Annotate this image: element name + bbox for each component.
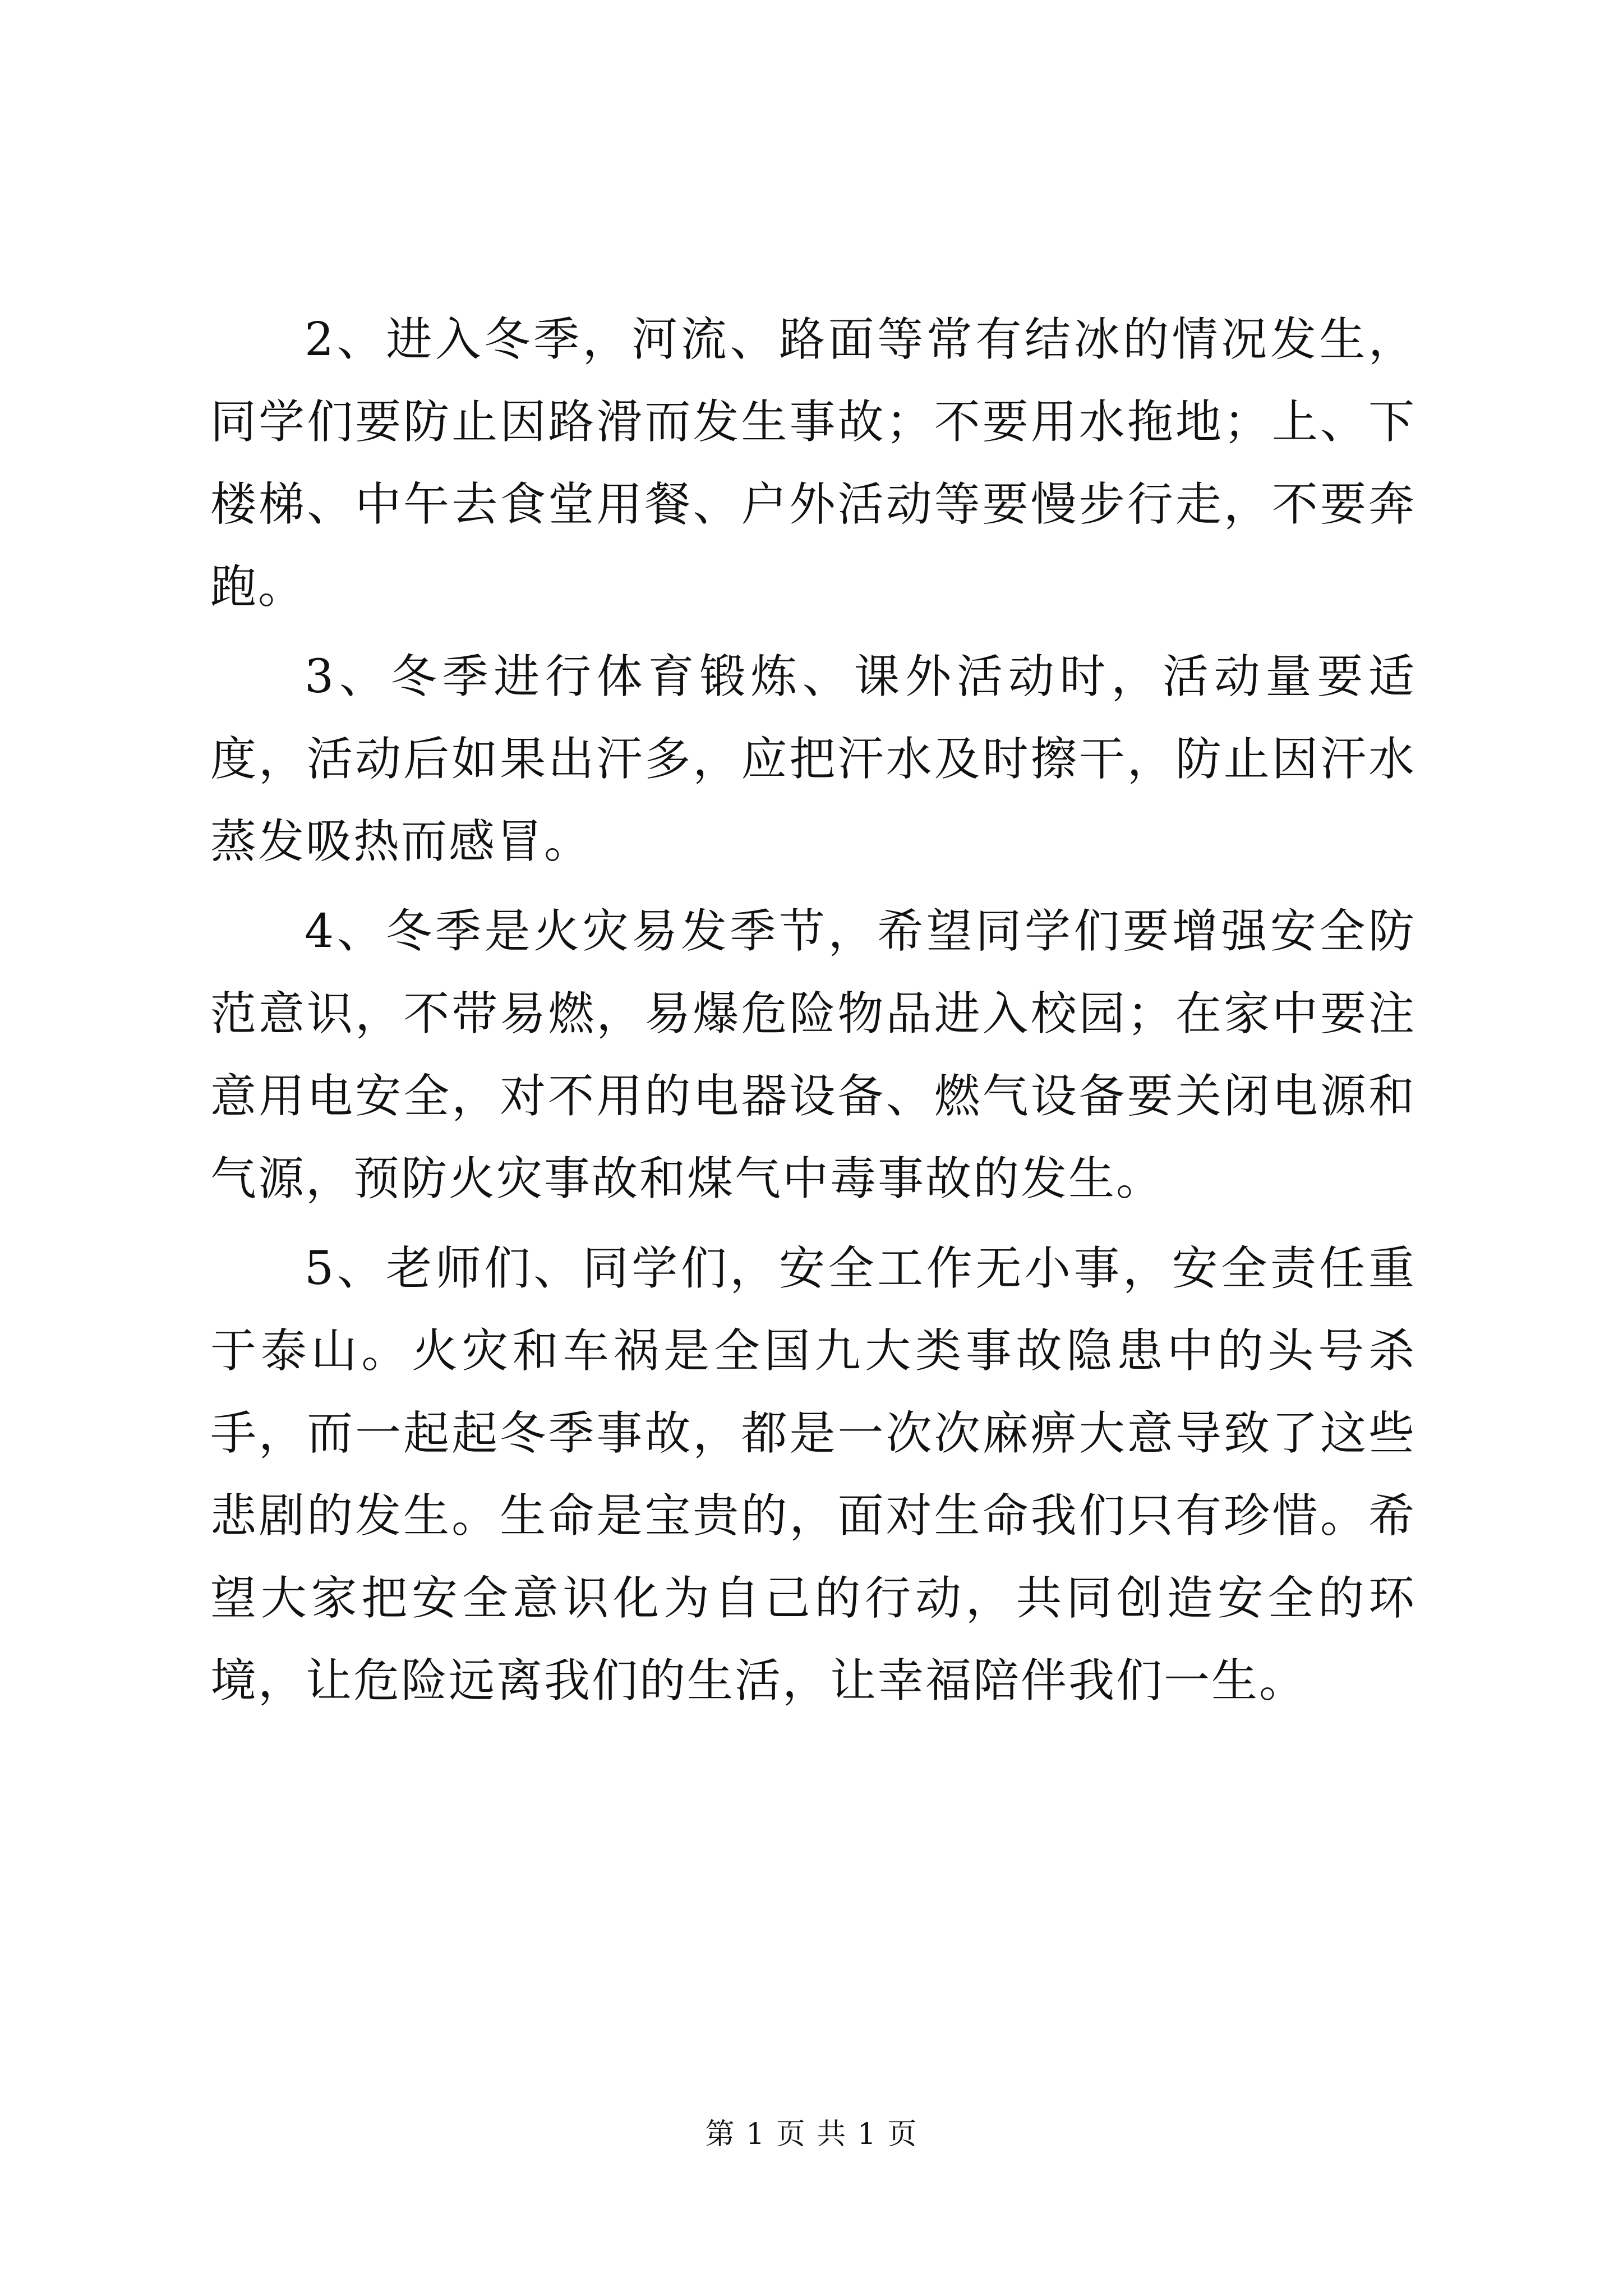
paragraph-3: 3、冬季进行体育锻炼、课外活动时，活动量要适度，活动后如果出汗多，应把汗水及时擦干，防止因汗水蒸发吸热而感冒。 — [210, 650, 1416, 868]
page-footer — [0, 2115, 1623, 2154]
paragraph-2: 2、进入冬季，河流、路面等常有结冰的情况发生，同学们要防止因路滑而发生事故；不要用水拖地；上、下楼梯、中午去食堂用餐、户外活动等要慢步行走，不要奔跑。 — [210, 313, 1416, 614]
paragraph-5: 5、老师们、同学们，安全工作无小事，安全责任重于泰山。火灾和车祸是全国九大类事故隐患中的头号杀手，而一起起冬季事故，都是一次次麻痹大意导致了这些悲剧的发生。生命是宝贵的，面对生命我们只有珍惜。希望大家把安全意识化为自己的行动，共同创造安全的环境，让危险远离我们的生活，让幸福陪伴我们一生。 — [210, 1242, 1416, 1708]
page-number-label: 第 1 页 共 1 页 — [705, 2118, 918, 2151]
document-body — [210, 298, 1416, 1729]
paragraph-4: 4、冬季是火灾易发季节，希望同学们要增强安全防范意识，不带易燃，易爆危险物品进入校园；在家中要注意用电安全，对不用的电器设备、燃气设备要关闭电源和气源，预防火灾事故和煤气中毒事故的发生。 — [210, 905, 1416, 1205]
